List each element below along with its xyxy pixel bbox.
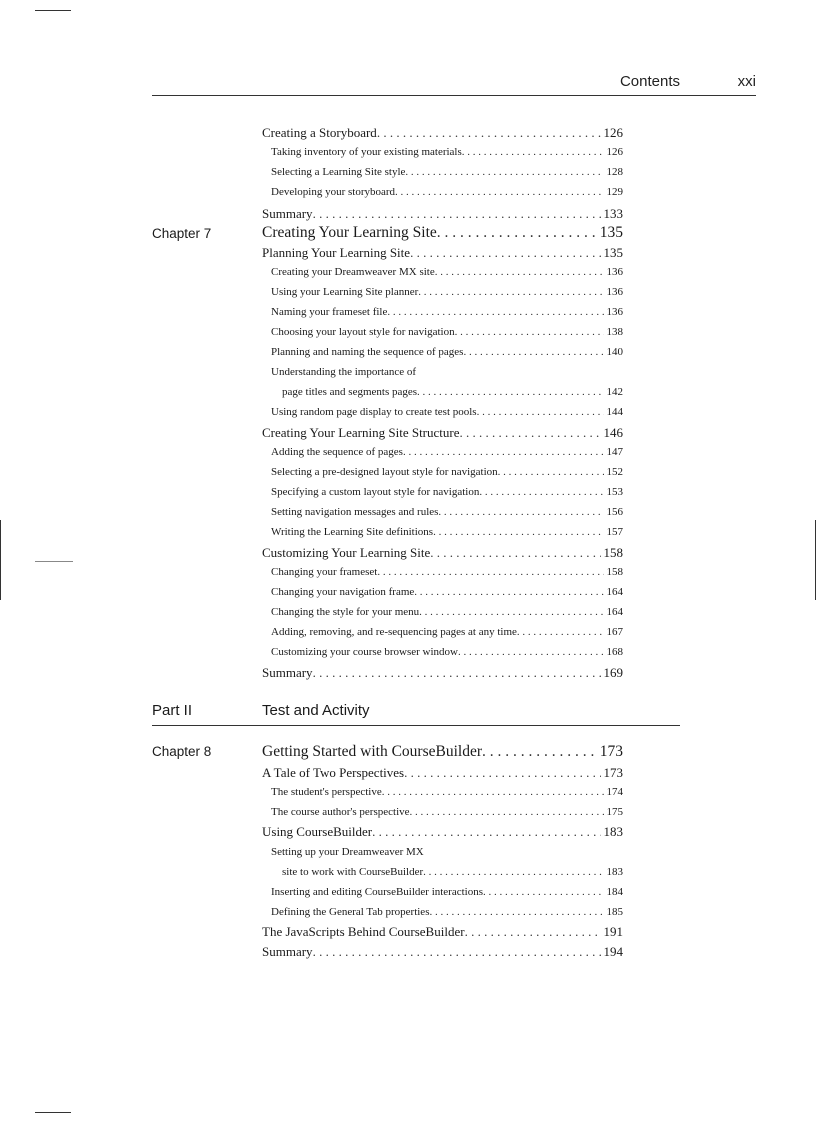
toc-entry[interactable]: page titles and segments pages . . . 142 xyxy=(282,386,623,398)
toc-entry[interactable]: Setting navigation messages and rules . . . 156 xyxy=(271,506,623,518)
toc-entry-wrapped: Setting up your Dreamweaver MX xyxy=(271,846,424,858)
part-label: Part II xyxy=(152,702,193,719)
header-rule xyxy=(152,95,756,96)
toc-entry[interactable]: Adding the sequence of pages . . . 147 xyxy=(271,446,623,458)
toc-entry[interactable]: Planning Your Learning Site . . . 135 xyxy=(262,245,623,261)
toc-entry[interactable]: Changing your navigation frame . . . 164 xyxy=(271,586,623,598)
running-header-page-number: xxi xyxy=(737,73,756,90)
toc-entry[interactable]: A Tale of Two Perspectives . . . 173 xyxy=(262,765,623,781)
crop-mark xyxy=(0,520,1,600)
toc-entry[interactable]: Adding, removing, and re-sequencing pages at any time . . . 167 xyxy=(271,626,623,638)
toc-entry[interactable]: Creating Your Learning Site Structure . . . 146 xyxy=(262,425,623,441)
part-rule xyxy=(152,725,680,726)
toc-entry[interactable]: Customizing Your Learning Site . . . 158 xyxy=(262,545,623,561)
toc-entry[interactable]: Defining the General Tab properties . . . 185 xyxy=(271,906,623,918)
toc-entry[interactable]: Using random page display to create test pools . . . 144 xyxy=(271,406,623,418)
toc-entry[interactable]: Summary . . . 169 xyxy=(262,665,623,681)
toc-entry-wrapped: Understanding the importance of xyxy=(271,366,417,378)
crop-mark xyxy=(35,561,73,562)
toc-entry[interactable]: Choosing your layout style for navigation . . . 138 xyxy=(271,326,623,338)
chapter-7-label: Chapter 7 xyxy=(152,226,212,241)
toc-entry[interactable]: Creating your Dreamweaver MX site . . . 136 xyxy=(271,266,623,278)
toc-entry[interactable]: The course author's perspective . . . 175 xyxy=(271,806,623,818)
toc-entry[interactable]: Changing the style for your menu . . . 164 xyxy=(271,606,623,618)
toc-entry[interactable]: Writing the Learning Site definitions . . . 157 xyxy=(271,526,623,538)
toc-entry[interactable]: Taking inventory of your existing materials . . . 126 xyxy=(271,146,623,158)
toc-entry[interactable]: The student's perspective . . . 174 xyxy=(271,786,623,798)
toc-entry[interactable]: Planning and naming the sequence of pages . . . 140 xyxy=(271,346,623,358)
toc-entry[interactable]: Specifying a custom layout style for navigation . . . 153 xyxy=(271,486,623,498)
running-header-title: Contents xyxy=(619,73,680,90)
toc-entry[interactable]: Selecting a pre-designed layout style for navigation . . . 152 xyxy=(271,466,623,478)
toc-entry[interactable]: Naming your frameset file . . . 136 xyxy=(271,306,623,318)
toc-entry[interactable]: Summary . . . 133 xyxy=(262,206,623,222)
toc-entry[interactable]: Creating a Storyboard . . . 126 xyxy=(262,125,623,141)
crop-mark xyxy=(35,10,71,11)
toc-entry[interactable]: Changing your frameset . . . 158 xyxy=(271,566,623,578)
toc-entry[interactable]: Developing your storyboard . . . 129 xyxy=(271,186,623,198)
toc-entry[interactable]: Summary . . . 194 xyxy=(262,944,623,960)
part-title: Test and Activity xyxy=(262,702,370,719)
toc-chapter-title[interactable]: Creating Your Learning Site . . . 135 xyxy=(262,224,623,242)
crop-mark xyxy=(35,1112,71,1113)
toc-chapter-title[interactable]: Getting Started with CourseBuilder . . . 173 xyxy=(262,743,623,761)
toc-entry[interactable]: site to work with CourseBuilder . . . 183 xyxy=(282,866,623,878)
chapter-8-label: Chapter 8 xyxy=(152,744,212,759)
toc-entry[interactable]: Customizing your course browser window . . . 168 xyxy=(271,646,623,658)
toc-entry[interactable]: Inserting and editing CourseBuilder interactions . . . 184 xyxy=(271,886,623,898)
toc-entry[interactable]: Selecting a Learning Site style . . . 128 xyxy=(271,166,623,178)
toc-entry[interactable]: Using your Learning Site planner . . . 136 xyxy=(271,286,623,298)
toc-entry[interactable]: The JavaScripts Behind CourseBuilder . . . 191 xyxy=(262,924,623,940)
toc-entry[interactable]: Using CourseBuilder . . . 183 xyxy=(262,824,623,840)
